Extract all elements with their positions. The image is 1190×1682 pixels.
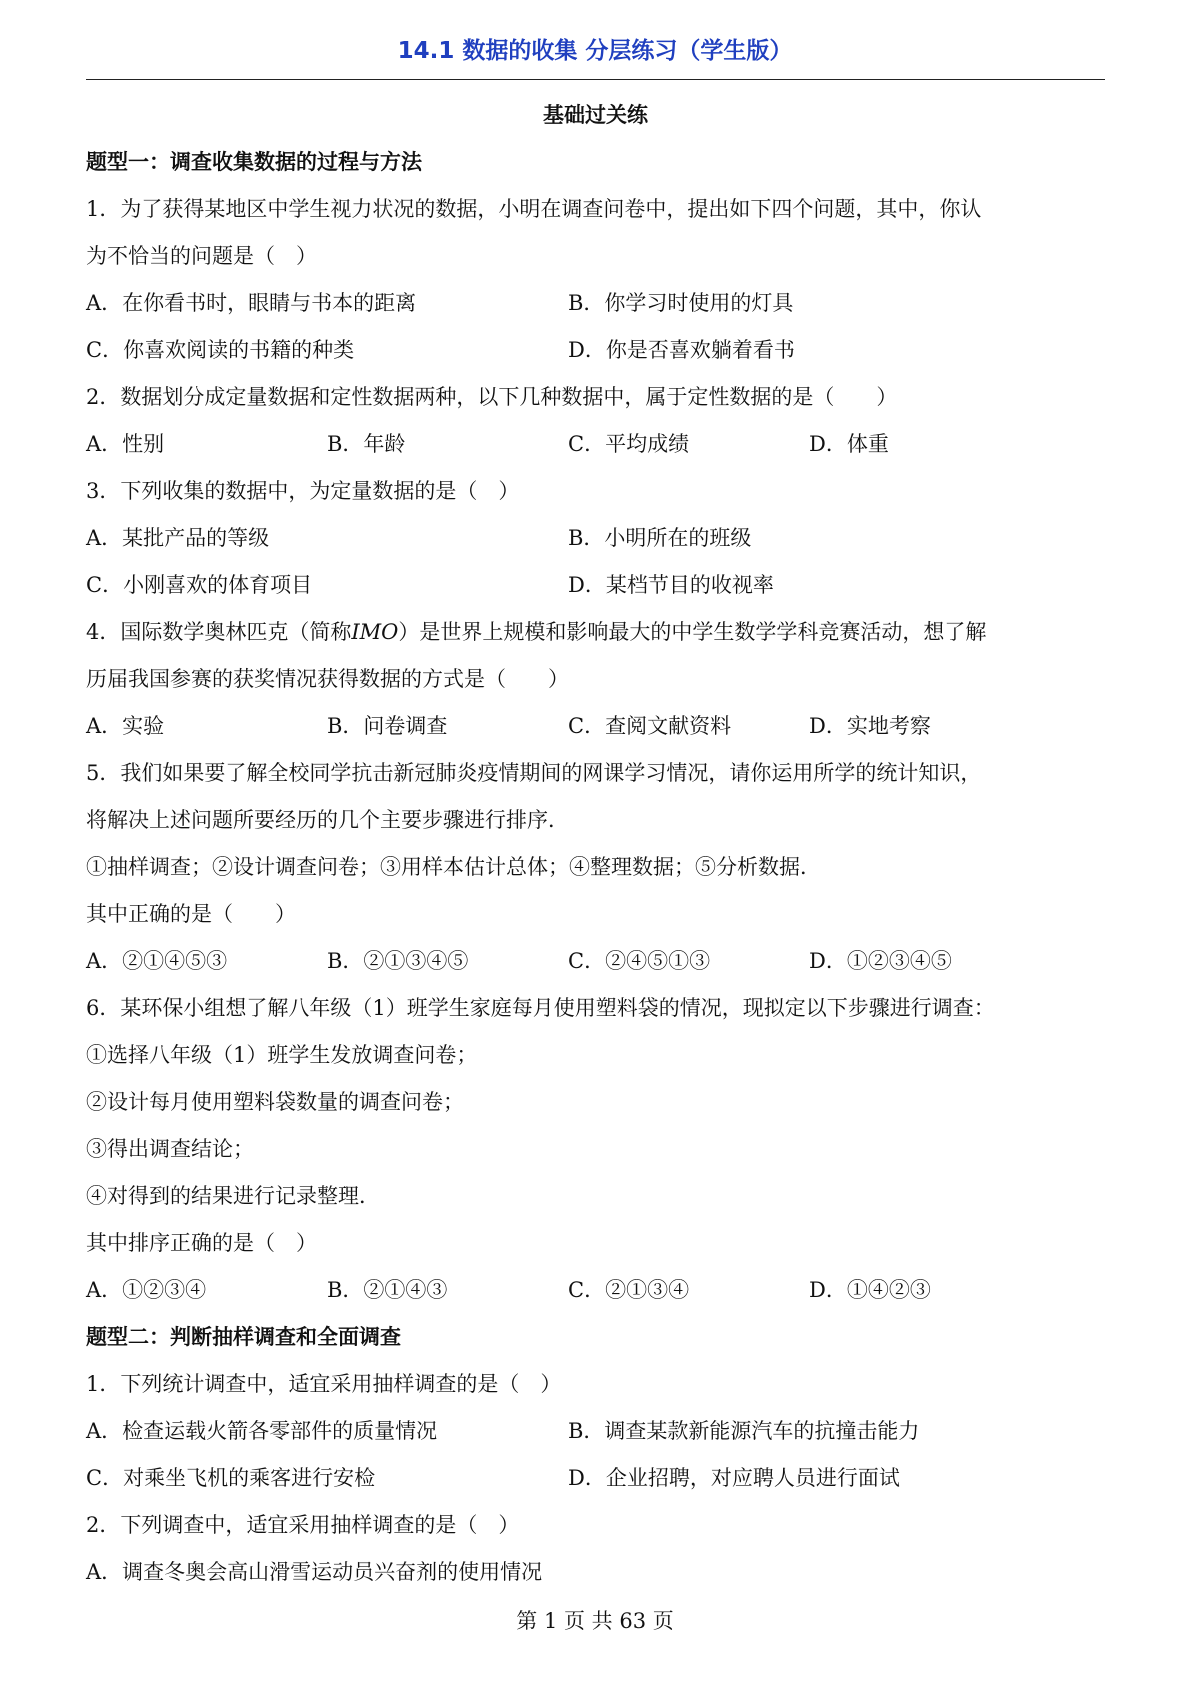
document-title: 14.1 数据的收集 分层练习（学生版） [397, 38, 793, 64]
t1-q5-options [86, 938, 1105, 985]
option-a: A．①②③④ [86, 1278, 207, 1302]
t1-q6-step-1: ①选择八年级（1）班学生发放调查问卷； [86, 1043, 478, 1067]
t1-q4-stem-2: 历届我国参赛的获奖情况获得数据的方式是（ ） [86, 667, 569, 691]
option-b: B．你学习时使用的灯具 [568, 291, 794, 315]
option-c: C．你喜欢阅读的书籍的种类 [86, 338, 355, 362]
t1-q4-stem-1 [86, 609, 1105, 656]
q4-imo-abbrev: IMO [351, 620, 399, 644]
option-b: B．年龄 [327, 432, 406, 456]
option-a: A．在你看书时，眼睛与书本的距离 [86, 291, 417, 315]
option-a: A．性别 [86, 432, 165, 456]
t1-q6-step-2: ②设计每月使用塑料袋数量的调查问卷； [86, 1090, 464, 1114]
document-body [86, 92, 1105, 1596]
option-c: C．查阅文献资料 [568, 714, 732, 738]
t1-q1-stem-1: 1．为了获得某地区中学生视力状况的数据，小明在调查问卷中，提出如下四个问题，其中，你认 [86, 197, 982, 221]
t1-q5-prompt: 其中正确的是（ ） [86, 902, 296, 926]
t1-q1-options-row-2 [86, 327, 1105, 374]
t1-q5-stem-1: 5．我们如果要了解全校同学抗击新冠肺炎疫情期间的网课学习情况，请你运用所学的统计知识， [86, 761, 982, 785]
option-d: D．①④②③ [809, 1278, 931, 1302]
option-b: B．调查某款新能源汽车的抗撞击能力 [568, 1419, 920, 1443]
option-d: D．体重 [809, 432, 889, 456]
option-a: A．②①④⑤③ [86, 949, 228, 973]
option-c: C．平均成绩 [568, 432, 690, 456]
option-c: C．对乘坐飞机的乘客进行安检 [86, 1466, 376, 1490]
t1-q3-stem: 3．下列收集的数据中，为定量数据的是（ ） [86, 479, 520, 503]
option-d: D．实地考察 [809, 714, 931, 738]
t2-q1-options-row-1 [86, 1408, 1105, 1455]
type1-heading: 题型一：调查收集数据的过程与方法 [86, 150, 422, 174]
option-b: B．②①④③ [327, 1278, 448, 1302]
header-divider [86, 79, 1105, 80]
section-title: 基础过关练 [543, 103, 648, 127]
t1-q6-step-3: ③得出调查结论； [86, 1137, 254, 1161]
t2-q1-options-row-2 [86, 1455, 1105, 1502]
option-a: A．某批产品的等级 [86, 526, 270, 550]
t1-q2-stem: 2．数据划分成定量数据和定性数据两种，以下几种数据中，属于定性数据的是（ ） [86, 385, 898, 409]
t1-q1-options-row-1 [86, 280, 1105, 327]
option-c: C．②④⑤①③ [568, 949, 711, 973]
option-d: D．①②③④⑤ [809, 949, 952, 973]
option-b: B．②①③④⑤ [327, 949, 469, 973]
option-d: D．你是否喜欢躺着看书 [568, 338, 795, 362]
t1-q6-stem: 6．某环保小组想了解八年级（1）班学生家庭每月使用塑料袋的情况，现拟定以下步骤进行调查： [86, 996, 995, 1020]
page-number: 第 1 页 共 63 页 [516, 1609, 674, 1633]
option-b: B．问卷调查 [327, 714, 448, 738]
t1-q6-options [86, 1267, 1105, 1314]
option-a: A．实验 [86, 714, 165, 738]
option-a: A．检查运载火箭各零部件的质量情况 [86, 1419, 438, 1443]
t1-q2-options [86, 421, 1105, 468]
q4-text-a: 4．国际数学奥林匹克（简称 [86, 620, 352, 644]
t1-q3-options-row-1 [86, 515, 1105, 562]
option-d: D．某档节目的收视率 [568, 573, 774, 597]
option-c: C．小刚喜欢的体育项目 [86, 573, 313, 597]
t2-q2-option-a: A．调查冬奥会高山滑雪运动员兴奋剂的使用情况 [86, 1560, 543, 1584]
t1-q6-prompt: 其中排序正确的是（ ） [86, 1231, 317, 1255]
t1-q5-stem-2: 将解决上述问题所要经历的几个主要步骤进行排序． [86, 808, 569, 832]
option-d: D．企业招聘，对应聘人员进行面试 [568, 1466, 900, 1490]
q4-text-b: ）是世界上规模和影响最大的中学生数学学科竞赛活动，想了解 [398, 620, 987, 644]
t2-q2-stem: 2．下列调查中，适宜采用抽样调查的是（ ） [86, 1513, 520, 1537]
t2-q1-stem: 1．下列统计调查中，适宜采用抽样调查的是（ ） [86, 1372, 562, 1396]
t1-q3-options-row-2 [86, 562, 1105, 609]
t1-q1-stem-2: 为不恰当的问题是（ ） [86, 244, 317, 268]
t1-q4-options [86, 703, 1105, 750]
t1-q6-step-4: ④对得到的结果进行记录整理． [86, 1184, 380, 1208]
type2-heading: 题型二：判断抽样调查和全面调查 [86, 1325, 401, 1349]
option-b: B．小明所在的班级 [568, 526, 752, 550]
option-c: C．②①③④ [568, 1278, 690, 1302]
t1-q5-steps: ①抽样调查；②设计调查问卷；③用样本估计总体；④整理数据；⑤分析数据． [86, 855, 821, 879]
